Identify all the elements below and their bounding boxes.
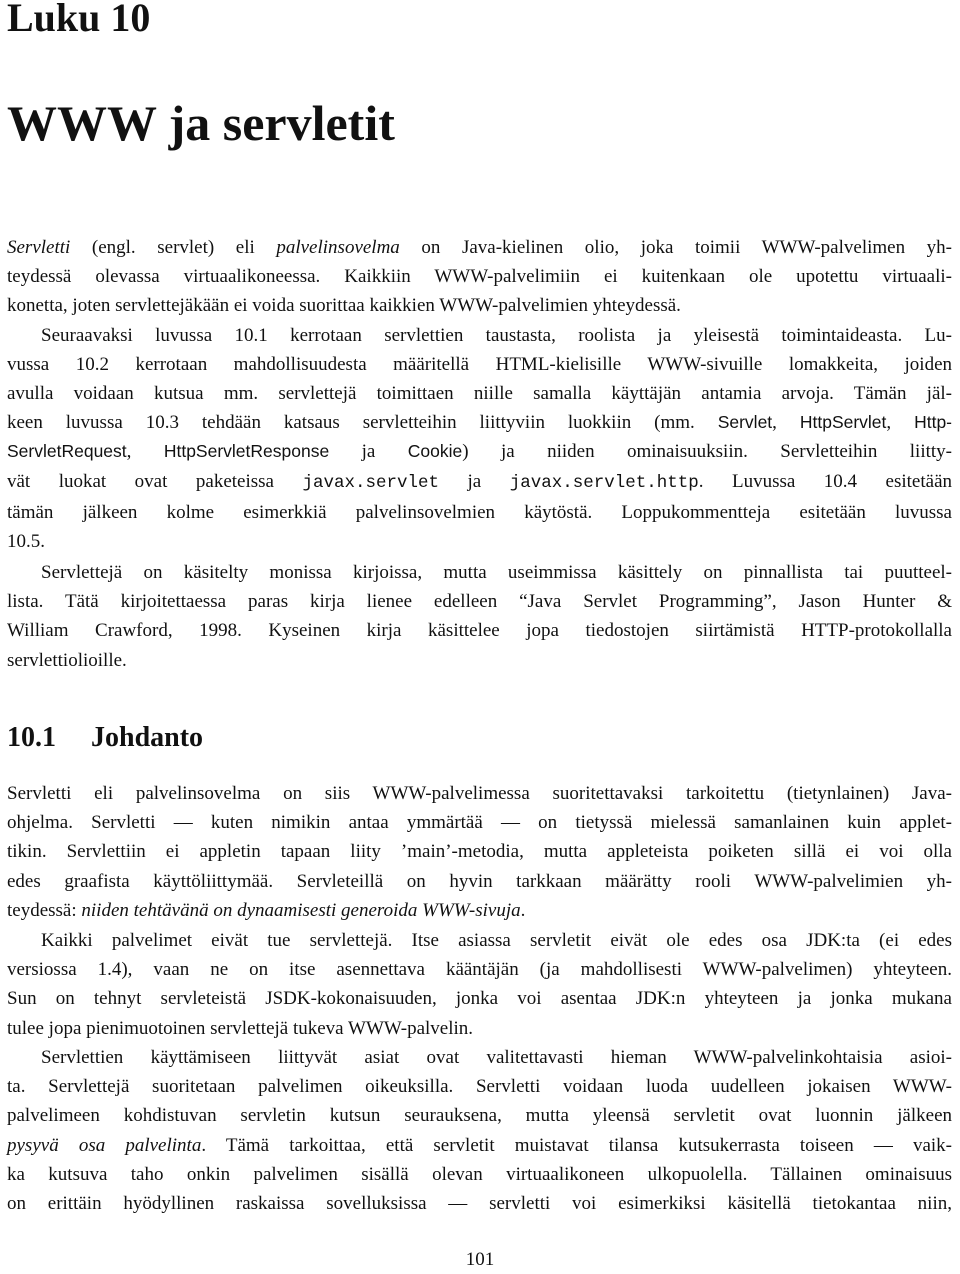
page-number: 101: [465, 1249, 495, 1270]
section-heading: [7, 718, 203, 758]
text-line: Kaikki palvelimet eivät tue servlettejä. Itse asiassa servletit eivät ole edes osa JDK:ta (ei edes: [41, 930, 952, 951]
text-line: edes graafista käyttöliittymää. Servleteillä on hyvin tarkkaan määrätty rooli WWW-palvelimien yh-: [7, 870, 952, 892]
text-line: tämän jälkeen kolme esimerkkiä palvelinsovelmien käytöstä. Loppukommentteja esitetään luvussa: [7, 501, 952, 523]
chapter-label: Luku 10: [7, 0, 151, 40]
text-line: avulla voidaan kutsua mm. servlettejä toimittaen niille samalla käyttäjän antamia arvoja. Tämän jäl-: [7, 383, 952, 405]
text-line: ServletRequest, HttpServletResponse ja Cookie) ja niiden ominaisuuksiin. Servletteihin liitty-: [7, 441, 952, 463]
chapter-title: WWW ja servletit: [7, 95, 395, 151]
text-line: tulee jopa pienimuotoinen servlettejä tukeva WWW-palvelin.: [7, 1017, 474, 1039]
text-line: Servlettien käyttämiseen liittyvät asiat ovat valitettavasti hieman WWW-palvelinkohtaisia asioi-: [41, 1047, 952, 1068]
text-line: Servletti (engl. servlet) eli palvelinsovelma on Java-kielinen olio, joka toimii WWW-palvelimen yh-: [7, 237, 952, 258]
text-line: Sun on tehnyt servleteistä JSDK-kokonaisuuden, jonka voi asentaa JDK:n yhteyteen ja jonka mukana: [7, 988, 952, 1010]
text-line: ta. Servlettejä suoritetaan palvelimen oikeuksilla. Servletti voidaan luoda uudelleen jokaisen WWW-: [7, 1076, 952, 1098]
text-line: servlettiolioille.: [7, 649, 127, 671]
text-line: vussa 10.2 kerrotaan mahdollisuudesta määritellä HTML-kielisille WWW-sivuille lomakkeita, joiden: [7, 353, 952, 375]
text-line: tikin. Servlettiin ei appletin tapaan liity ’main’-metodia, mutta appleteista poiketen sillä ei voi olla: [7, 841, 952, 863]
text-line: Servletti eli palvelinsovelma on siis WWW-palvelimessa suoritettavaksi tarkoitettu (tietynlainen) Java-: [7, 783, 952, 804]
text-line: Servlettejä on käsitelty monissa kirjoissa, mutta useimmissa käsittely on pinnallista tai puutteel-: [41, 562, 952, 583]
intro-paragraph-2: [7, 558, 952, 675]
section-paragraph-1: [7, 779, 952, 925]
section-paragraph-2: [7, 926, 952, 1043]
section-number: 10.1: [7, 722, 56, 753]
text-line: teydessä olevassa virtuaalikoneessa. Kaikkiin WWW-palvelimiin ei kuitenkaan ole upotettu virtuaali-: [7, 266, 952, 288]
text-line: lista. Tätä kirjoitettaessa paras kirja lienee edelleen “Java Servlet Programming”, Jason Hunter &: [7, 591, 952, 613]
text-line: pysyvä osa palvelinta. Tämä tarkoittaa, että servletit muistavat tilansa kutsukerrasta toiseen — vaik-: [7, 1134, 952, 1156]
text-line: ka kutsuva taho onkin palvelimen sisällä olevan virtuaalikoneen ulkopuolella. Tällainen ominaisuus: [7, 1163, 952, 1185]
text-line: palvelimeen kohdistuvan servletin kutsun seurauksena, mutta yleensä servletit ovat luonnin jälkeen: [7, 1105, 952, 1127]
section-title: Johdanto: [91, 722, 204, 753]
text-line: konetta, joten servlettejäkään ei voida suorittaa kaikkien WWW-palvelimien yhteydessä.: [7, 295, 681, 317]
text-line: vät luokat ovat paketeissa javax.servlet ja javax.servlet.http. Luvussa 10.4 esitetään: [7, 470, 952, 493]
section-paragraph-3: [7, 1043, 952, 1218]
intro-paragraph-1: [7, 233, 952, 556]
text-line: versiossa 1.4), vaan ne on itse asennettava kääntäjän (ja mahdollisesti WWW-palvelimen) yhteyteen.: [7, 959, 952, 981]
text-line: Seuraavaksi luvussa 10.1 kerrotaan servlettien taustasta, roolista ja yleisestä toimintaideasta. Lu-: [41, 324, 952, 346]
text-line: ohjelma. Servletti — kuten nimikin antaa ymmärtää — on tietyssä mielessä samanlainen kuin applet-: [7, 812, 952, 834]
document-page: [7, 0, 952, 1274]
text-line: 10.5.: [7, 531, 45, 553]
text-line: teydessä: niiden tehtävänä on dynaamisesti generoida WWW-sivuja.: [7, 899, 526, 921]
text-line: William Crawford, 1998. Kyseinen kirja käsittelee jopa tiedostojen siirtämistä HTTP-protokollalla: [7, 620, 952, 642]
text-line: keen luvussa 10.3 tehdään katsaus servletteihin liittyviin luokkiin (mm. Servlet, HttpServlet, Http-: [7, 412, 953, 434]
text-line: on erittäin hyödyllinen raskaissa sovelluksissa — servletti voi esimerkiksi käsitellä tietokantaa niin,: [7, 1193, 952, 1215]
